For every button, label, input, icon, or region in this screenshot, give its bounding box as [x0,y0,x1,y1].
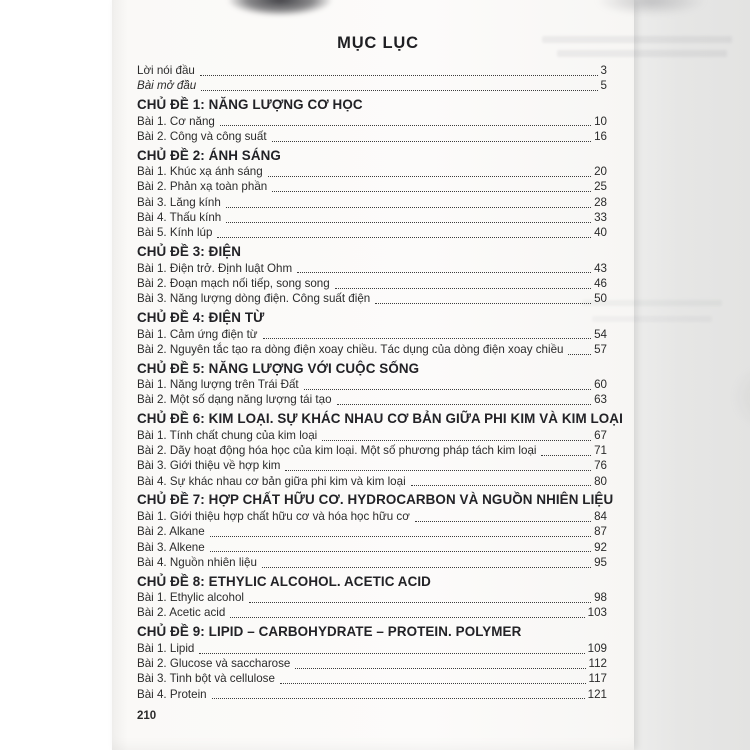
toc-entry-label: Bài 2. Dãy hoạt động hóa học của kim loại. Một số phương pháp tách kim loại [137,444,537,458]
toc-entry [137,377,607,392]
dotted-leader [272,191,591,192]
toc-entry [137,641,607,656]
dotted-leader [210,551,591,552]
toc-entry-label: Bài 4. Sự khác nhau cơ bản giữa phi kim và kim loại [137,474,406,488]
toc-entry-page-number: 103 [587,606,607,620]
toc-section-heading: CHỦ ĐỀ 6: KIM LOẠI. SỰ KHÁC NHAU CƠ BẢN GIỮA PHI KIM VÀ KIM LOẠI [137,411,623,427]
toc-list [137,63,623,702]
toc-entry-page-number: 57 [594,342,607,356]
dotted-leader [200,75,598,76]
dotted-leader [272,141,592,142]
toc-entry-page-number: 60 [594,378,607,392]
toc-entry-label: Bài 3. Giới thiệu về hợp kim [137,459,281,473]
toc-section-heading: CHỦ ĐỀ 1: NĂNG LƯỢNG CƠ HỌC [137,97,363,113]
toc-entry-label: Bài 2. Một số dạng năng lượng tái tạo [137,393,332,407]
toc-section-heading: CHỦ ĐỀ 2: ÁNH SÁNG [137,147,281,163]
dotted-leader [212,698,585,699]
toc-entry-label: Bài 2. Nguyên tắc tạo ra dòng điện xoay chiều. Tác dụng của dòng điện xoay chiều [137,342,564,356]
toc-entry [137,474,607,489]
toc-entry-label: Bài 3. Tinh bột và cellulose [137,672,275,686]
toc-entry-label: Bài 1. Giới thiệu hợp chất hữu cơ và hóa học hữu cơ [137,509,410,523]
toc-entry [137,276,607,291]
toc-entry-page-number: 63 [594,393,607,407]
toc-section-heading: CHỦ ĐỀ 3: ĐIỆN [137,244,242,260]
toc-entry-label: Bài 3. Alkene [137,540,205,554]
toc-entry-label: Lời nói đầu [137,64,195,77]
toc-entry [137,63,607,78]
toc-section-heading: CHỦ ĐỀ 5: NĂNG LƯỢNG VỚI CUỘC SỐNG [137,360,420,376]
toc-entry [137,540,607,555]
dotted-leader [297,272,591,273]
toc-entry-page-number: 28 [594,195,607,209]
toc-entry [137,129,607,144]
toc-entry [137,524,607,539]
dotted-leader [337,404,592,405]
toc-entry [137,179,607,194]
toc-entry-label: Bài 4. Protein [137,687,207,701]
toc-section-heading: CHỦ ĐỀ 9: LIPID – CARBOHYDRATE – PROTEIN. POLYMER [137,624,522,640]
toc-entry-page-number: 117 [588,672,607,686]
toc-entry-label: Bài 4. Thấu kính [137,211,222,225]
toc-entry-page-number: 98 [594,591,607,605]
toc-entry-label: Bài 1. Tính chất chung của kim loại [137,428,318,442]
toc-entry-label: Bài 3. Lăng kính [137,195,221,209]
dotted-leader [226,222,591,223]
toc-entry [137,342,607,357]
toc-entry [137,195,607,210]
dotted-leader [415,521,591,522]
dotted-leader [280,683,586,684]
toc-entry-page-number: 3 [600,64,607,77]
dotted-leader [263,338,592,339]
toc-entry-label: Bài 2. Alkane [137,525,205,539]
toc-entry [137,687,607,702]
dotted-leader [322,440,591,441]
dotted-leader [262,567,591,568]
dotted-leader [210,536,591,537]
toc-entry-label: Bài 1. Điện trở. Định luật Ohm [137,261,293,275]
dotted-leader [335,288,591,289]
dotted-leader [375,303,591,304]
toc-entry-page-number: 33 [594,211,607,225]
toc-entry-label: Bài mở đầu [137,79,197,93]
toc-entry [137,114,607,129]
dotted-leader [220,125,591,126]
dotted-leader [201,90,597,91]
toc-entry-label: Bài 1. Khúc xạ ánh sáng [137,165,263,179]
toc-section-heading: CHỦ ĐỀ 8: ETHYLIC ALCOHOL. ACETIC ACID [137,573,431,589]
toc-entry [137,327,607,342]
toc-entry-page-number: 40 [594,226,607,240]
toc-section-heading: CHỦ ĐỀ 7: HỢP CHẤT HỮU CƠ. HYDROCARBON VÀ NGUỒN NHIÊN LIỆU [137,492,614,508]
toc-entry-label: Bài 4. Nguồn nhiên liệu [137,555,257,569]
toc-entry-page-number: 54 [594,327,607,341]
toc-entry-page-number: 84 [594,509,607,523]
dotted-leader [199,653,584,654]
dotted-leader [230,617,584,618]
toc-entry-page-number: 25 [594,180,607,194]
toc-entry-page-number: 16 [594,129,607,143]
toc-entry-page-number: 50 [594,292,607,306]
toc-entry-page-number: 43 [594,261,607,275]
toc-entry-page-number: 80 [594,474,607,488]
toc-entry-label: Bài 5. Kính lúp [137,226,213,240]
page-number: 210 [137,709,157,722]
toc-entry-label: Bài 2. Acetic acid [137,606,226,620]
toc-entry-label: Bài 2. Đoạn mạch nối tiếp, song song [137,276,330,290]
toc-entry-page-number: 121 [587,687,607,701]
toc-entry [137,656,607,671]
toc-entry-page-number: 109 [587,641,607,655]
dotted-leader [285,470,591,471]
photo-blob-artifact [596,0,706,16]
toc-entry [137,509,607,524]
toc-entry [137,590,607,605]
toc-entry-page-number: 46 [594,276,607,290]
toc-entry [137,428,607,443]
toc-entry-page-number: 20 [594,165,607,179]
toc-entry-page-number: 92 [594,540,607,554]
toc-entry-label: Bài 1. Lipid [137,641,195,655]
toc-entry [137,392,607,407]
toc-entry-page-number: 112 [588,657,607,671]
toc-entry-label: Bài 1. Cảm ứng điện từ [137,327,258,341]
toc-entry-label: Bài 2. Glucose và saccharose [137,657,291,671]
toc-entry [137,458,607,473]
photo-backdrop [632,0,750,750]
dotted-leader [568,354,591,355]
toc-entry [137,225,607,240]
toc-entry [137,555,607,570]
toc-entry-page-number: 87 [594,525,607,539]
dotted-leader [226,207,591,208]
toc-entry [137,210,607,225]
toc-entry [137,164,607,179]
toc-entry-label: Bài 1. Ethylic alcohol [137,591,244,605]
toc-entry [137,671,607,686]
toc-entry-label: Bài 2. Công và công suất [137,129,267,143]
toc-entry-page-number: 95 [594,555,607,569]
toc-entry [137,605,607,620]
toc-entry-page-number: 76 [594,459,607,473]
dotted-leader [411,485,591,486]
toc-entry [137,443,607,458]
toc-content [137,0,623,722]
toc-entry-label: Bài 3. Năng lượng dòng điện. Công suất điện [137,292,371,306]
toc-entry-label: Bài 2. Phản xạ toàn phần [137,180,268,194]
toc-entry [137,261,607,276]
toc-entry-page-number: 5 [600,79,607,93]
toc-entry [137,291,607,306]
toc-entry-page-number: 67 [594,428,607,442]
toc-section-heading: CHỦ ĐỀ 4: ĐIỆN TỪ [137,310,265,326]
page-title: MỤC LỤC [337,34,419,52]
photo-smudge-artifact [228,0,332,16]
bleed-through-artifact [592,316,712,322]
toc-entry [137,78,607,93]
toc-entry-label: Bài 1. Cơ năng [137,114,215,128]
dotted-leader [304,389,591,390]
toc-entry-page-number: 71 [594,444,607,458]
dotted-leader [268,176,591,177]
dotted-leader [541,455,591,456]
dotted-leader [295,668,585,669]
toc-entry-page-number: 10 [594,114,607,128]
dotted-leader [217,237,591,238]
dotted-leader [249,602,591,603]
toc-entry-label: Bài 1. Năng lượng trên Trái Đất [137,378,299,392]
